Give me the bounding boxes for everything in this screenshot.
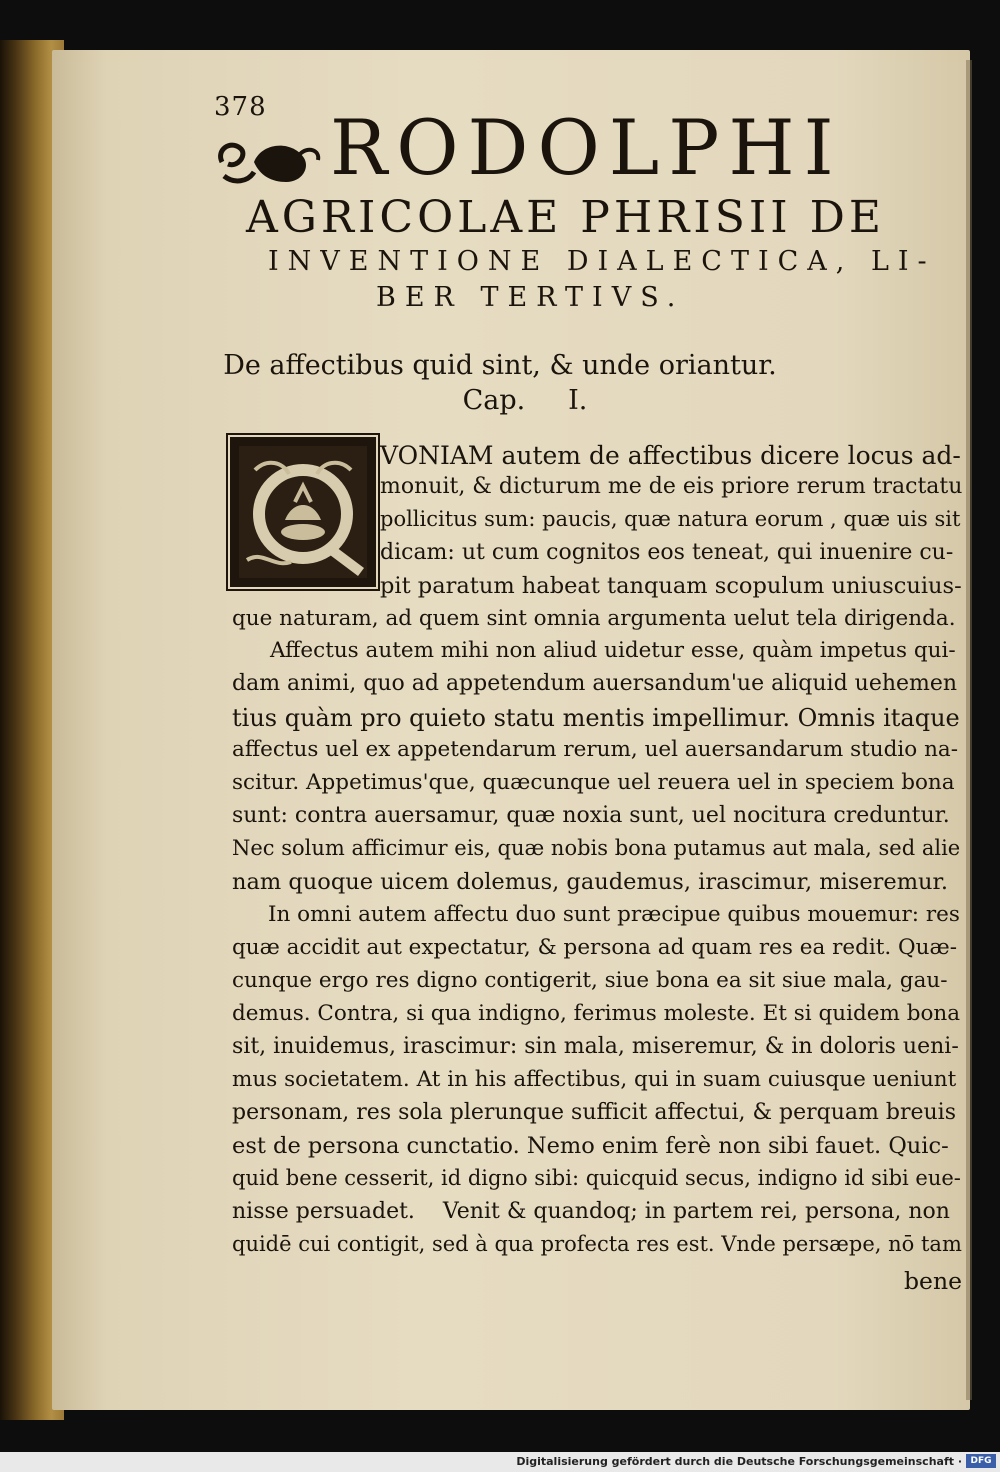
text-line: pit paratum habeat tanquam scopulum uniuscuius- [380,573,962,599]
text-line: In omni autem affectu duo sunt præcipue quibus mouemur: res [268,902,960,927]
title-line-4: BER TERTIVS. [376,282,685,313]
title-line-1: RODOLPHI [330,103,843,192]
chapter-number: Cap. I. [462,385,588,416]
text-line: affectus uel ex appetendarum rerum, uel auersandarum studio na- [232,737,959,762]
text-line: nam quoque uicem dolemus, gaudemus, irascimur, miseremur. [232,869,948,895]
text-line: VONIAM autem de affectibus dicere locus ad- [380,441,961,470]
text-line: sit, inuidemus, irascimur: sin mala, miseremur, & in doloris ueni- [232,1034,959,1059]
title-line-3: INVENTIONE DIALECTICA, LI- [268,246,936,277]
text-line: monuit, & dicturum me de eis priore rerum tractatu [380,474,963,499]
text-line: personam, res sola plerunque sufficit affectui, & perquam breuis [232,1100,957,1125]
text-line: demus. Contra, si qua indigno, ferimus moleste. Et si quidem bona [232,1001,961,1026]
text-line: Affectus autem mihi non aliud uidetur esse, quàm impetus qui- [270,638,956,663]
text-line: quæ accidit aut expectatur, & persona ad quam res ea redit. Quæ- [232,935,958,960]
text-line: sunt: contra auersamur, quæ noxia sunt, uel nocitura creduntur. [232,803,950,828]
text-line: dicam: ut cum cognitos eos teneat, qui inuenire cu- [380,540,954,565]
text-line: est de persona cunctatio. Nemo enim ferè non sibi fauet. Quic- [232,1133,949,1159]
footer-bar [0,1452,1000,1472]
text-line: dam animi, quo ad appetendum auersandum'ue aliquid uehemen [232,671,958,696]
chapter-heading: De affectibus quid sint, & unde oriantur. [223,350,777,381]
text-line: quid bene cesserit, id digno sibi: quicquid secus, indigno id sibi eue- [232,1166,961,1190]
text-line: cunque ergo res digno contigerit, siue bona ea sit siue mala, gau- [232,968,948,993]
page-edge [966,60,972,1400]
funding-credit: Digitalisierung gefördert durch die Deutsche Forschungsgemeinschaft · [516,1455,962,1468]
text-line: scitur. Appetimus'que, quæcunque uel reuera uel in speciem bona [232,770,955,795]
fleuron-ornament-icon [214,132,326,190]
woodcut-initial-q-icon [230,437,376,587]
text-line: tius quàm pro quieto statu mentis impellimur. Omnis itaque [232,704,960,732]
text-line: pollicitus sum: paucis, quæ natura eorum , quæ uis sit [380,507,961,531]
catchword: bene [904,1267,962,1295]
text-line: quidē cui contigit, sed à qua profecta res est. Vnde persæpe, nō tam [232,1232,962,1256]
text-line: Nec solum afficimur eis, quæ nobis bona putamus aut mala, sed alie [232,836,961,860]
page-number: 378 [214,92,267,122]
text-line: nisse persuadet. Venit & quandoq; in partem rei, persona, non [232,1199,950,1224]
text-line: mus societatem. At in his affectibus, qui in suam cuiusque ueniunt [232,1067,957,1092]
dfg-logo-icon: DFG [966,1454,996,1468]
text-line: que naturam, ad quem sint omnia argumenta uelut tela dirigenda. [232,606,956,631]
title-line-2: AGRICOLAE PHRISII DE [246,192,886,243]
